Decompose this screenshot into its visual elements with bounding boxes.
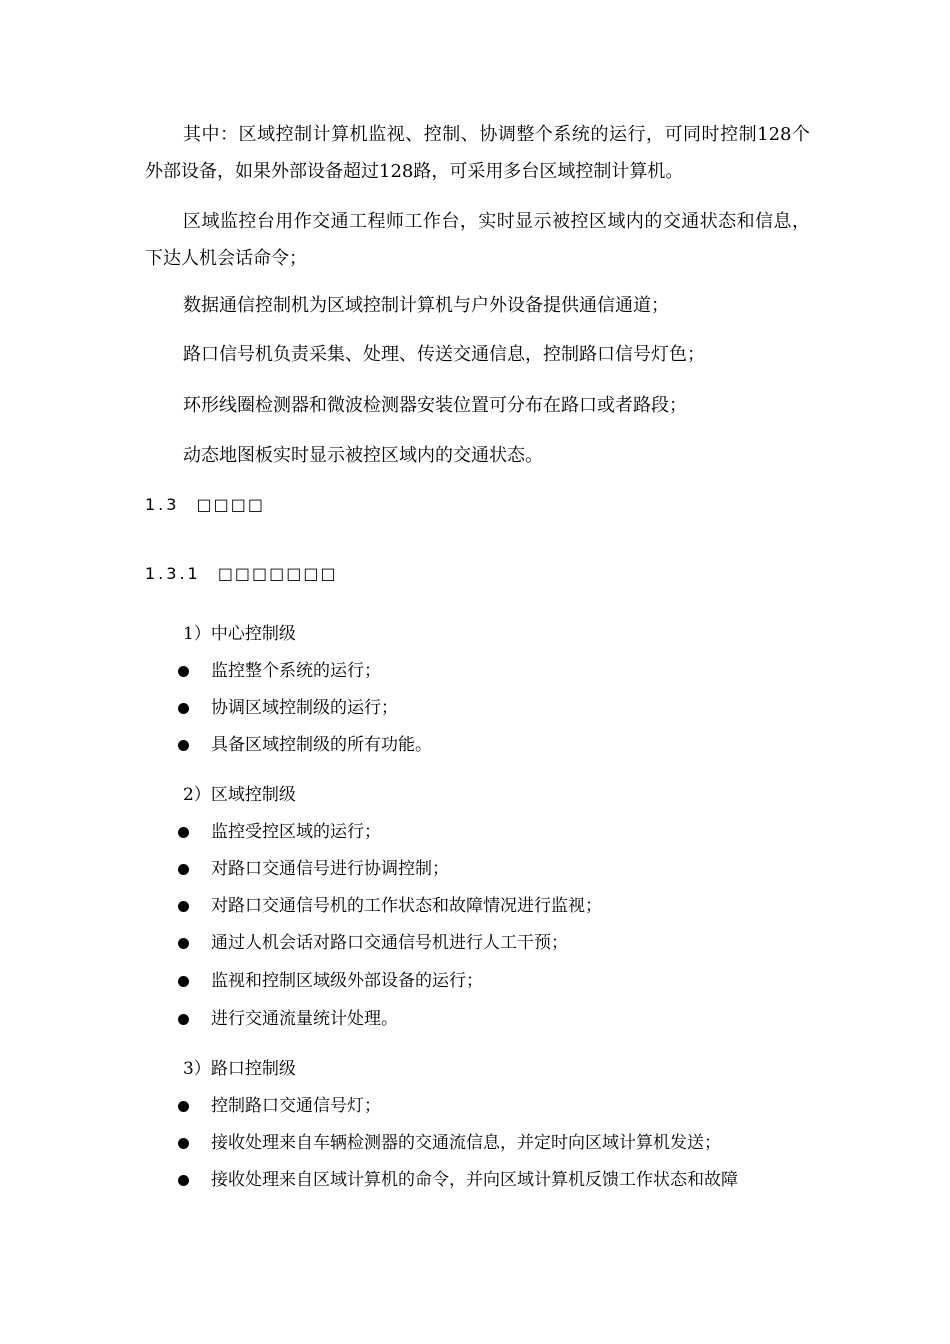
list-item: 接收处理来自车辆检测器的交通流信息，并定时向区域计算机发送； (178, 1131, 721, 1155)
level-label-regional: 2）区域控制级 (183, 785, 296, 805)
intro-line-comm: 数据通信控制机为区域控制计算机与户外设备提供通信通道； (183, 295, 669, 316)
bullet-icon (178, 938, 189, 949)
level-label-intersection: 3）路口控制级 (183, 1059, 296, 1079)
intro-line-map: 动态地图板实时显示被控区域内的交通状态。 (183, 445, 543, 466)
section-title: □□□□ (196, 495, 266, 514)
bullet-icon (178, 666, 189, 677)
list-item: 监视和控制区域级外部设备的运行； (178, 969, 483, 993)
intro-line-signal: 路口信号机负责采集、处理、传送交通信息，控制路口信号灯色； (183, 344, 705, 365)
list-item: 协调区域控制级的运行； (178, 696, 398, 720)
section-heading (145, 494, 265, 516)
list-item: 进行交通流量统计处理。 (178, 1007, 398, 1031)
list-item: 控制路口交通信号灯； (178, 1094, 381, 1118)
list-item: 监控整个系统的运行； (178, 659, 381, 683)
level-label-central: 1）中心控制级 (183, 624, 296, 644)
section-number: 1.3 (145, 495, 180, 514)
bullet-icon (178, 740, 189, 751)
list-item: 监控受控区域的运行； (178, 820, 381, 844)
intro-paragraph-1: 其中：区域控制计算机监视、控制、协调整个系统的运行，可同时控制128个外部设备，如果外部设备超过128路，可采用多台区域控制计算机。 (145, 124, 810, 182)
list-item: 具备区域控制级的所有功能。 (178, 733, 432, 757)
bullet-icon (178, 1014, 189, 1025)
list-item: 对路口交通信号进行协调控制； (178, 857, 449, 881)
list-item: 对路口交通信号机的工作状态和故障情况进行监视； (178, 894, 602, 918)
subsection-heading (145, 563, 338, 585)
subsection-title: □□□□□□□ (217, 564, 338, 583)
bullet-icon (178, 703, 189, 714)
list-item: 通过人机会话对路口交通信号机进行人工干预； (178, 931, 568, 955)
intro-paragraph-2: 区域监控台用作交通工程师工作台，实时显示被控区域内的交通状态和信息，下达人机会话命令； (145, 211, 810, 269)
bullet-icon (178, 976, 189, 987)
intro-line-detector: 环形线圈检测器和微波检测器安装位置可分布在路口或者路段； (183, 395, 687, 416)
bullet-icon (178, 864, 189, 875)
subsection-number: 1.3.1 (145, 564, 201, 583)
list-item: 接收处理来自区域计算机的命令，并向区域计算机反馈工作状态和故障 (178, 1168, 738, 1192)
bullet-icon (178, 1175, 189, 1186)
bullet-icon (178, 901, 189, 912)
bullet-icon (178, 1138, 189, 1149)
bullet-icon (178, 827, 189, 838)
bullet-icon (178, 1101, 189, 1112)
